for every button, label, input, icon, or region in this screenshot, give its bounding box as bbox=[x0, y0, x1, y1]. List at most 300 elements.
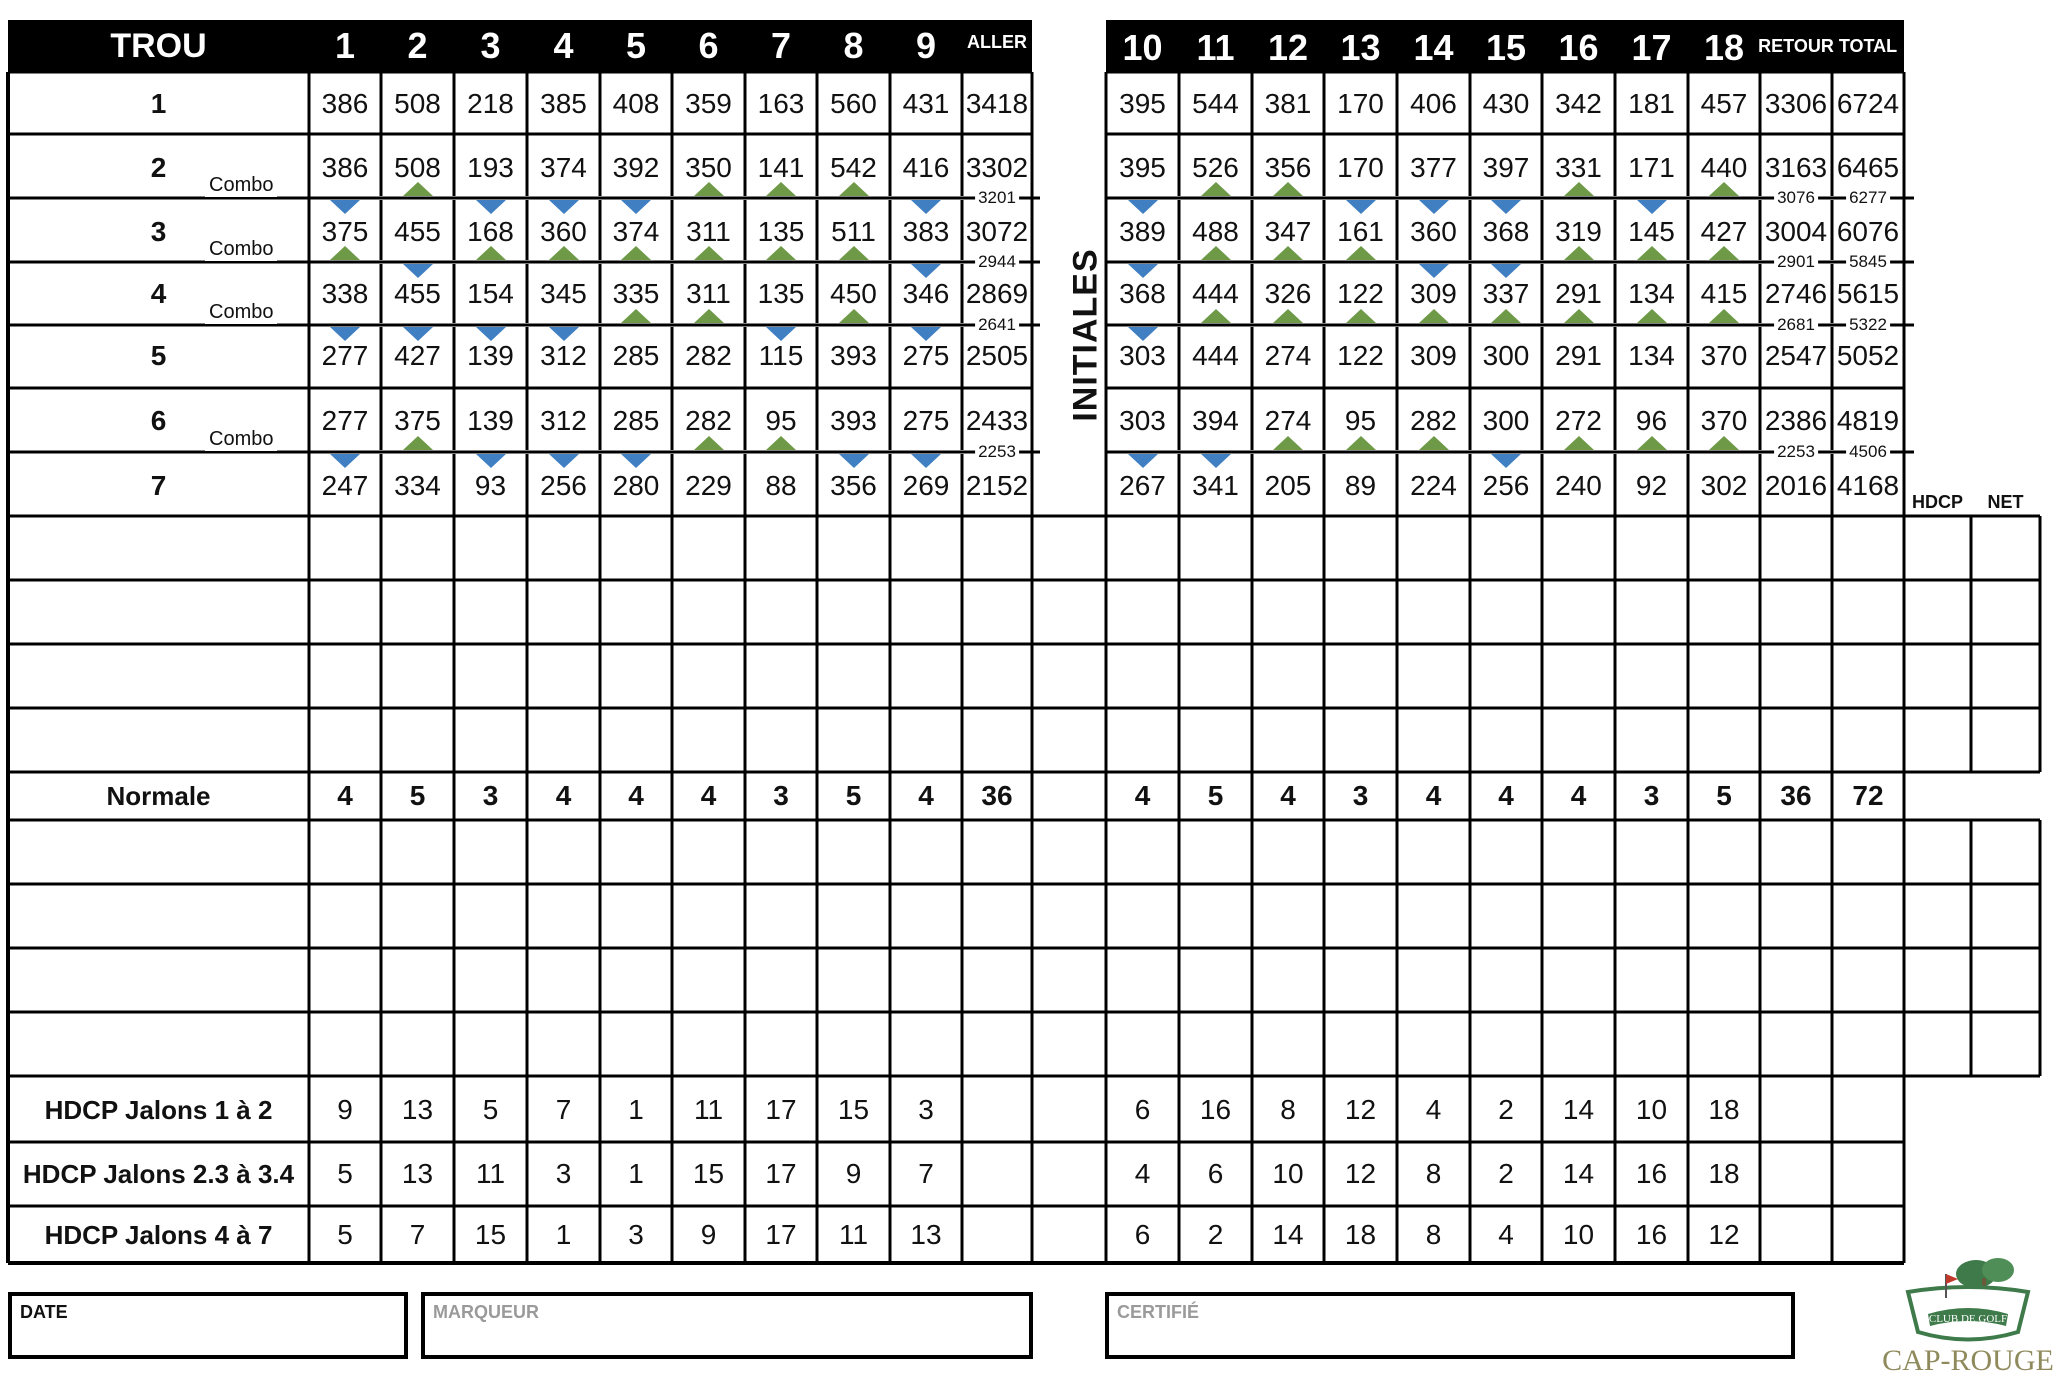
score-row-bottom-score-cell[interactable] bbox=[1324, 1012, 1397, 1076]
header-hole-15: 15 bbox=[1485, 27, 1527, 68]
score-row-top-score-cell[interactable] bbox=[1760, 580, 1832, 644]
score-row-top-score-cell[interactable] bbox=[890, 516, 962, 580]
combo-tee-marker-icon bbox=[839, 246, 869, 260]
score-row-top-player-name-cell[interactable] bbox=[8, 644, 309, 708]
combo-tee-marker-icon bbox=[694, 246, 724, 260]
score-row-top-score-cell[interactable] bbox=[527, 644, 600, 708]
score-row-top-score-cell[interactable] bbox=[817, 516, 890, 580]
tee-3-hole-3: 168 bbox=[467, 216, 514, 247]
score-row-bottom-score-cell[interactable] bbox=[381, 1012, 454, 1076]
header-hole-11: 11 bbox=[1196, 27, 1235, 68]
score-row-top-score-cell[interactable] bbox=[381, 708, 454, 772]
score-row-top-score-cell[interactable] bbox=[745, 644, 817, 708]
score-row-top-score-cell[interactable] bbox=[1688, 580, 1760, 644]
score-row-bottom-net-cell[interactable] bbox=[1971, 948, 2040, 1012]
score-row-bottom-score-cell[interactable] bbox=[1542, 820, 1615, 884]
par-hole-12: 4 bbox=[1280, 780, 1296, 811]
score-row-top-score-cell[interactable] bbox=[817, 644, 890, 708]
par-hole-5: 4 bbox=[628, 780, 644, 811]
score-row-top-hdcp-cell[interactable] bbox=[1904, 516, 1971, 580]
tee-6-hole-14: 282 bbox=[1410, 405, 1457, 436]
score-row-top-score-cell[interactable] bbox=[1470, 580, 1542, 644]
score-row-bottom-score-cell[interactable] bbox=[1832, 820, 1904, 884]
score-row-top-score-cell[interactable] bbox=[454, 708, 527, 772]
score-row-bottom-score-cell[interactable] bbox=[890, 884, 962, 948]
score-row-bottom-score-cell[interactable] bbox=[962, 820, 1032, 884]
score-row-top-score-cell[interactable] bbox=[890, 644, 962, 708]
tee-7-hole-10: 267 bbox=[1119, 470, 1166, 501]
score-row-bottom-hdcp-cell[interactable] bbox=[1904, 820, 1971, 884]
score-row-top-score-cell[interactable] bbox=[1324, 580, 1397, 644]
net-column-label: NET bbox=[1987, 491, 2024, 512]
par-hole-13: 3 bbox=[1352, 780, 1369, 811]
score-row-bottom-score-cell[interactable] bbox=[1832, 884, 1904, 948]
score-row-bottom-score-cell[interactable] bbox=[309, 1012, 381, 1076]
header-hole-10: 10 bbox=[1122, 27, 1163, 68]
score-row-top-score-cell[interactable] bbox=[600, 708, 672, 772]
hdcp-hole-5: 3 bbox=[628, 1219, 644, 1250]
score-row-bottom-score-cell[interactable] bbox=[745, 1012, 817, 1076]
score-row-top-score-cell[interactable] bbox=[600, 644, 672, 708]
score-row-top-score-cell[interactable] bbox=[1324, 644, 1397, 708]
score-row-bottom-hdcp-cell[interactable] bbox=[1904, 884, 1971, 948]
score-row-bottom-score-cell[interactable] bbox=[1832, 1012, 1904, 1076]
score-row-bottom-score-cell[interactable] bbox=[1688, 820, 1760, 884]
hdcp-hole-17: 16 bbox=[1635, 1158, 1668, 1189]
score-row-top-hdcp-cell[interactable] bbox=[1904, 580, 1971, 644]
combo-tee-marker-icon bbox=[1564, 436, 1594, 450]
score-row-bottom-score-cell[interactable] bbox=[1397, 1012, 1470, 1076]
tee-7-hole-2: 334 bbox=[394, 470, 441, 501]
score-row-top-score-cell[interactable] bbox=[454, 516, 527, 580]
score-row-top-score-cell[interactable] bbox=[1542, 516, 1615, 580]
combo-tee-marker-icon bbox=[694, 182, 724, 196]
score-row-top-player-name-cell[interactable] bbox=[8, 708, 309, 772]
tee-2-hole-13: 170 bbox=[1337, 152, 1384, 183]
score-row-top-score-cell[interactable] bbox=[1615, 644, 1688, 708]
tee-row-label-4: 4 bbox=[150, 278, 167, 309]
score-row-top-score-cell[interactable] bbox=[1106, 580, 1179, 644]
header-aller: ALLER bbox=[967, 31, 1027, 52]
combo-retour: 2253 bbox=[1774, 442, 1818, 462]
score-row-top-score-cell[interactable] bbox=[962, 580, 1032, 644]
score-row-top-net-cell[interactable] bbox=[1971, 516, 2040, 580]
tee-2-hole-10: 395 bbox=[1119, 152, 1166, 183]
score-row-bottom-score-cell[interactable] bbox=[672, 884, 745, 948]
score-row-bottom-net-cell[interactable] bbox=[1971, 1012, 2040, 1076]
combo-tee-marker-icon bbox=[1419, 436, 1449, 450]
hdcp-hole-10: 6 bbox=[1134, 1094, 1151, 1125]
score-row-bottom-score-cell[interactable] bbox=[1470, 1012, 1542, 1076]
score-row-top-initiales-cell[interactable] bbox=[1032, 644, 1106, 708]
score-row-bottom-score-cell[interactable] bbox=[1688, 1012, 1760, 1076]
score-row-bottom-score-cell[interactable] bbox=[1615, 1012, 1688, 1076]
score-row-bottom-score-cell[interactable] bbox=[1760, 1012, 1832, 1076]
score-row-bottom-score-cell[interactable] bbox=[527, 820, 600, 884]
certifie-field[interactable] bbox=[1105, 1292, 1795, 1359]
score-row-bottom-score-cell[interactable] bbox=[1470, 948, 1542, 1012]
score-row-bottom-score-cell[interactable] bbox=[1252, 948, 1324, 1012]
hdcp-hole-16: 14 bbox=[1562, 1158, 1595, 1189]
score-row-bottom-score-cell[interactable] bbox=[454, 948, 527, 1012]
score-row-top-initiales-cell[interactable] bbox=[1032, 580, 1106, 644]
score-row-bottom-initiales-cell[interactable] bbox=[1032, 948, 1106, 1012]
combo-tee-marker-icon bbox=[1201, 246, 1231, 260]
score-row-top-hdcp-cell[interactable] bbox=[1904, 644, 1971, 708]
score-row-top-initiales-cell[interactable] bbox=[1032, 708, 1106, 772]
score-row-bottom-score-cell[interactable] bbox=[1688, 884, 1760, 948]
score-row-bottom-score-cell[interactable] bbox=[600, 820, 672, 884]
score-row-top-score-cell[interactable] bbox=[672, 708, 745, 772]
score-row-top-score-cell[interactable] bbox=[1179, 516, 1252, 580]
score-row-bottom-score-cell[interactable] bbox=[962, 884, 1032, 948]
header-hole-16: 16 bbox=[1558, 27, 1599, 68]
tee-2-total: 6465 bbox=[1836, 152, 1900, 183]
score-row-top-score-cell[interactable] bbox=[454, 644, 527, 708]
score-row-top-score-cell[interactable] bbox=[527, 580, 600, 644]
score-row-top-hdcp-cell[interactable] bbox=[1904, 708, 1971, 772]
score-row-top-score-cell[interactable] bbox=[309, 580, 381, 644]
score-row-bottom-score-cell[interactable] bbox=[454, 820, 527, 884]
date-field[interactable] bbox=[8, 1292, 408, 1359]
score-row-top-score-cell[interactable] bbox=[1615, 708, 1688, 772]
score-row-top-player-name-cell[interactable] bbox=[8, 516, 309, 580]
score-row-bottom-score-cell[interactable] bbox=[1179, 948, 1252, 1012]
tee-1-hole-8: 560 bbox=[830, 88, 877, 119]
tee-2-hole-5: 392 bbox=[612, 152, 660, 183]
score-row-top-player-name-cell[interactable] bbox=[8, 580, 309, 644]
score-row-bottom-net-cell[interactable] bbox=[1971, 820, 2040, 884]
combo-tee-marker-icon bbox=[1346, 309, 1376, 323]
score-row-bottom-score-cell[interactable] bbox=[817, 884, 890, 948]
score-row-top-score-cell[interactable] bbox=[1106, 644, 1179, 708]
combo-tee-marker-icon bbox=[839, 182, 869, 196]
score-row-top-score-cell[interactable] bbox=[1832, 516, 1904, 580]
score-row-bottom-score-cell[interactable] bbox=[1542, 1012, 1615, 1076]
score-row-top-score-cell[interactable] bbox=[817, 708, 890, 772]
tee-7-hole-4: 256 bbox=[540, 470, 587, 501]
score-row-bottom-score-cell[interactable] bbox=[1106, 1012, 1179, 1076]
combo-tee-marker-icon bbox=[1419, 309, 1449, 323]
score-row-bottom-score-cell[interactable] bbox=[1106, 884, 1179, 948]
score-row-top-score-cell[interactable] bbox=[1397, 644, 1470, 708]
score-row-bottom-score-cell[interactable] bbox=[1179, 1012, 1252, 1076]
score-row-bottom-player-name-cell[interactable] bbox=[8, 884, 309, 948]
score-row-top-score-cell[interactable] bbox=[1397, 580, 1470, 644]
score-row-bottom-score-cell[interactable] bbox=[745, 948, 817, 1012]
score-row-top-score-cell[interactable] bbox=[1470, 516, 1542, 580]
score-row-bottom-score-cell[interactable] bbox=[527, 884, 600, 948]
score-row-top-score-cell[interactable] bbox=[1470, 644, 1542, 708]
combo-label: Combo bbox=[205, 301, 277, 324]
score-row-top-score-cell[interactable] bbox=[1542, 580, 1615, 644]
score-row-top-score-cell[interactable] bbox=[1542, 708, 1615, 772]
tee-5-hole-6: 282 bbox=[685, 340, 732, 371]
score-row-top-score-cell[interactable] bbox=[745, 580, 817, 644]
score-row-top-score-cell[interactable] bbox=[1252, 708, 1324, 772]
combo-total: 4506 bbox=[1846, 442, 1890, 462]
hdcp-hole-2: 7 bbox=[409, 1219, 426, 1250]
score-row-bottom-hdcp-cell[interactable] bbox=[1904, 948, 1971, 1012]
score-row-bottom-score-cell[interactable] bbox=[672, 820, 745, 884]
score-row-top-score-cell[interactable] bbox=[817, 580, 890, 644]
tee-7-hole-5: 280 bbox=[612, 470, 660, 501]
score-row-bottom-net-cell[interactable] bbox=[1971, 884, 2040, 948]
score-row-bottom-score-cell[interactable] bbox=[1470, 820, 1542, 884]
score-row-top-initiales-cell[interactable] bbox=[1032, 516, 1106, 580]
hdcp-hole-3: 11 bbox=[475, 1158, 506, 1189]
score-row-bottom-player-name-cell[interactable] bbox=[8, 820, 309, 884]
tee-1-hole-6: 359 bbox=[685, 88, 732, 119]
score-row-bottom-score-cell[interactable] bbox=[1397, 884, 1470, 948]
score-row-bottom-score-cell[interactable] bbox=[309, 820, 381, 884]
score-row-bottom-score-cell[interactable] bbox=[1760, 820, 1832, 884]
score-row-bottom-score-cell[interactable] bbox=[381, 820, 454, 884]
score-row-top-score-cell[interactable] bbox=[1760, 644, 1832, 708]
score-row-bottom-score-cell[interactable] bbox=[890, 820, 962, 884]
score-row-bottom-score-cell[interactable] bbox=[672, 1012, 745, 1076]
score-row-bottom-score-cell[interactable] bbox=[1252, 820, 1324, 884]
score-row-bottom-score-cell[interactable] bbox=[1615, 884, 1688, 948]
score-row-top-score-cell[interactable] bbox=[1542, 644, 1615, 708]
score-row-top-score-cell[interactable] bbox=[1252, 644, 1324, 708]
score-row-bottom-score-cell[interactable] bbox=[817, 948, 890, 1012]
combo-tee-marker-icon bbox=[403, 436, 433, 450]
score-row-top-score-cell[interactable] bbox=[600, 580, 672, 644]
score-row-bottom-score-cell[interactable] bbox=[745, 820, 817, 884]
score-row-top-score-cell[interactable] bbox=[1615, 516, 1688, 580]
score-row-top-score-cell[interactable] bbox=[962, 644, 1032, 708]
score-row-bottom-initiales-cell[interactable] bbox=[1032, 884, 1106, 948]
score-row-bottom-score-cell[interactable] bbox=[1470, 884, 1542, 948]
score-row-bottom-score-cell[interactable] bbox=[1106, 820, 1179, 884]
combo-label: Combo bbox=[205, 238, 277, 261]
score-row-bottom-score-cell[interactable] bbox=[381, 884, 454, 948]
marqueur-field[interactable] bbox=[421, 1292, 1033, 1359]
score-row-top-score-cell[interactable] bbox=[600, 516, 672, 580]
tee-3-hole-5: 374 bbox=[612, 216, 660, 247]
tee-4-hole-7: 135 bbox=[757, 278, 805, 309]
hdcp-hole-6: 15 bbox=[692, 1158, 725, 1189]
score-row-top-score-cell[interactable] bbox=[1688, 644, 1760, 708]
score-row-bottom-initiales-cell[interactable] bbox=[1032, 1012, 1106, 1076]
score-row-bottom-score-cell[interactable] bbox=[817, 1012, 890, 1076]
hdcp-hole-12: 10 bbox=[1272, 1158, 1304, 1189]
tee-4-hole-16: 291 bbox=[1555, 278, 1602, 309]
hdcp-hole-10: 4 bbox=[1134, 1158, 1151, 1189]
score-row-bottom-score-cell[interactable] bbox=[600, 948, 672, 1012]
score-row-bottom-player-name-cell[interactable] bbox=[8, 1012, 309, 1076]
score-row-top-score-cell[interactable] bbox=[1179, 580, 1252, 644]
hdcp-row-label: HDCP Jalons 4 à 7 bbox=[44, 1219, 273, 1250]
score-row-top-score-cell[interactable] bbox=[1470, 708, 1542, 772]
score-row-bottom-score-cell[interactable] bbox=[1324, 884, 1397, 948]
score-row-top-score-cell[interactable] bbox=[1760, 708, 1832, 772]
score-row-bottom-score-cell[interactable] bbox=[890, 948, 962, 1012]
score-row-top-score-cell[interactable] bbox=[309, 644, 381, 708]
score-row-bottom-score-cell[interactable] bbox=[1760, 884, 1832, 948]
tee-2-aller: 3302 bbox=[965, 152, 1029, 183]
score-row-top-score-cell[interactable] bbox=[454, 580, 527, 644]
score-row-top-score-cell[interactable] bbox=[1179, 708, 1252, 772]
score-row-bottom-score-cell[interactable] bbox=[1760, 948, 1832, 1012]
score-row-top-score-cell[interactable] bbox=[672, 644, 745, 708]
score-row-bottom-score-cell[interactable] bbox=[745, 884, 817, 948]
score-row-bottom-score-cell[interactable] bbox=[1324, 948, 1397, 1012]
score-row-top-score-cell[interactable] bbox=[962, 708, 1032, 772]
tee-row-label-2: 2 bbox=[150, 152, 167, 183]
hdcp-hole-9: 7 bbox=[918, 1158, 934, 1189]
score-row-bottom-score-cell[interactable] bbox=[672, 948, 745, 1012]
score-row-top-score-cell[interactable] bbox=[1832, 644, 1904, 708]
combo-label: Combo bbox=[205, 428, 277, 451]
score-row-top-score-cell[interactable] bbox=[1397, 708, 1470, 772]
score-row-bottom-score-cell[interactable] bbox=[1688, 948, 1760, 1012]
score-row-bottom-score-cell[interactable] bbox=[1106, 948, 1179, 1012]
hdcp-hole-11: 6 bbox=[1207, 1158, 1224, 1189]
tee-5-hole-17: 134 bbox=[1628, 340, 1675, 371]
hdcp-hole-1: 9 bbox=[337, 1094, 353, 1125]
score-row-bottom-score-cell[interactable] bbox=[309, 884, 381, 948]
hdcp-hole-18: 18 bbox=[1708, 1158, 1740, 1189]
score-row-bottom-score-cell[interactable] bbox=[1615, 948, 1688, 1012]
header-hole-8: 8 bbox=[843, 25, 864, 66]
score-row-bottom-initiales-cell[interactable] bbox=[1032, 820, 1106, 884]
score-row-bottom-score-cell[interactable] bbox=[527, 948, 600, 1012]
score-row-top-score-cell[interactable] bbox=[381, 516, 454, 580]
score-row-top-score-cell[interactable] bbox=[1832, 580, 1904, 644]
score-row-bottom-score-cell[interactable] bbox=[1179, 884, 1252, 948]
tee-row-label-5: 5 bbox=[150, 340, 167, 371]
hdcp-hole-8: 11 bbox=[838, 1219, 869, 1250]
score-row-bottom-score-cell[interactable] bbox=[454, 884, 527, 948]
combo-tee-marker-icon bbox=[1709, 436, 1739, 450]
header-hole-13: 13 bbox=[1340, 27, 1381, 68]
score-row-top-score-cell[interactable] bbox=[1252, 516, 1324, 580]
score-row-top-score-cell[interactable] bbox=[527, 516, 600, 580]
score-row-top-score-cell[interactable] bbox=[1397, 516, 1470, 580]
par-hole-8: 5 bbox=[845, 780, 862, 811]
hdcp-hole-8: 9 bbox=[845, 1158, 862, 1189]
score-row-top-score-cell[interactable] bbox=[1106, 516, 1179, 580]
score-row-bottom-score-cell[interactable] bbox=[1615, 820, 1688, 884]
score-row-top-score-cell[interactable] bbox=[672, 580, 745, 644]
score-row-top-score-cell[interactable] bbox=[1106, 708, 1179, 772]
tee-3-hole-12: 347 bbox=[1264, 216, 1312, 247]
score-row-top-score-cell[interactable] bbox=[890, 580, 962, 644]
combo-retour: 2901 bbox=[1774, 252, 1818, 272]
tee-4-hole-9: 346 bbox=[902, 278, 950, 309]
score-row-bottom-score-cell[interactable] bbox=[309, 948, 381, 1012]
score-row-bottom-score-cell[interactable] bbox=[1397, 820, 1470, 884]
tee-1-hole-1: 386 bbox=[321, 88, 369, 119]
score-row-bottom-score-cell[interactable] bbox=[1179, 820, 1252, 884]
tee-1-hole-12: 381 bbox=[1264, 88, 1312, 119]
score-row-top-score-cell[interactable] bbox=[672, 516, 745, 580]
tee-6-hole-6: 282 bbox=[685, 405, 732, 436]
tee-4-hole-14: 309 bbox=[1410, 278, 1457, 309]
score-row-top-score-cell[interactable] bbox=[309, 708, 381, 772]
score-row-top-score-cell[interactable] bbox=[1324, 708, 1397, 772]
hdcp-hole-1: 5 bbox=[337, 1158, 353, 1189]
hdcp-hole-15: 2 bbox=[1498, 1158, 1514, 1189]
score-row-top-score-cell[interactable] bbox=[962, 516, 1032, 580]
score-row-top-score-cell[interactable] bbox=[309, 516, 381, 580]
tee-2-hole-4: 374 bbox=[540, 152, 587, 183]
score-row-top-score-cell[interactable] bbox=[1615, 580, 1688, 644]
score-row-top-score-cell[interactable] bbox=[1324, 516, 1397, 580]
score-row-top-score-cell[interactable] bbox=[1179, 644, 1252, 708]
par-hole-15: 4 bbox=[1498, 780, 1514, 811]
score-row-top-net-cell[interactable] bbox=[1971, 708, 2040, 772]
tee-6-hole-7: 95 bbox=[765, 405, 797, 436]
score-row-top-score-cell[interactable] bbox=[381, 644, 454, 708]
hdcp-hole-13: 12 bbox=[1344, 1158, 1377, 1189]
combo-tee-marker-icon bbox=[1419, 200, 1449, 214]
tee-5-hole-3: 139 bbox=[467, 340, 514, 371]
score-row-top-score-cell[interactable] bbox=[890, 708, 962, 772]
score-row-bottom-score-cell[interactable] bbox=[817, 820, 890, 884]
score-row-top-score-cell[interactable] bbox=[527, 708, 600, 772]
score-row-bottom-score-cell[interactable] bbox=[381, 948, 454, 1012]
score-row-bottom-score-cell[interactable] bbox=[1397, 948, 1470, 1012]
score-row-bottom-score-cell[interactable] bbox=[1832, 948, 1904, 1012]
score-row-bottom-player-name-cell[interactable] bbox=[8, 948, 309, 1012]
par-hole-4: 4 bbox=[555, 780, 572, 811]
hdcp-hole-4: 7 bbox=[555, 1094, 572, 1125]
score-row-bottom-score-cell[interactable] bbox=[890, 1012, 962, 1076]
score-row-bottom-score-cell[interactable] bbox=[1252, 1012, 1324, 1076]
tee-6-hole-12: 274 bbox=[1264, 405, 1312, 436]
header-hole-5: 5 bbox=[625, 25, 647, 66]
score-row-bottom-score-cell[interactable] bbox=[600, 884, 672, 948]
score-row-bottom-hdcp-cell[interactable] bbox=[1904, 1012, 1971, 1076]
score-row-bottom-score-cell[interactable] bbox=[1542, 948, 1615, 1012]
score-row-bottom-score-cell[interactable] bbox=[1542, 884, 1615, 948]
score-row-bottom-score-cell[interactable] bbox=[454, 1012, 527, 1076]
tee-1-hole-18: 457 bbox=[1700, 88, 1748, 119]
score-row-top-score-cell[interactable] bbox=[745, 516, 817, 580]
tee-1-hole-14: 406 bbox=[1410, 88, 1457, 119]
combo-tee-marker-icon bbox=[1273, 436, 1303, 450]
score-row-bottom-score-cell[interactable] bbox=[1324, 820, 1397, 884]
score-row-top-score-cell[interactable] bbox=[1688, 516, 1760, 580]
combo-tee-marker-icon bbox=[766, 436, 796, 450]
score-row-bottom-score-cell[interactable] bbox=[962, 948, 1032, 1012]
score-row-top-score-cell[interactable] bbox=[1832, 708, 1904, 772]
score-row-top-score-cell[interactable] bbox=[1252, 580, 1324, 644]
score-row-bottom-score-cell[interactable] bbox=[1252, 884, 1324, 948]
score-row-top-net-cell[interactable] bbox=[1971, 644, 2040, 708]
score-row-bottom-score-cell[interactable] bbox=[527, 1012, 600, 1076]
combo-tee-marker-icon bbox=[1201, 309, 1231, 323]
par-aller: 36 bbox=[981, 780, 1013, 811]
combo-retour: 3076 bbox=[1774, 188, 1818, 208]
score-row-top-score-cell[interactable] bbox=[1760, 516, 1832, 580]
marqueur-label: MARQUEUR bbox=[433, 1302, 539, 1322]
combo-tee-marker-icon bbox=[549, 246, 579, 260]
hdcp-hole-11: 16 bbox=[1199, 1094, 1232, 1125]
score-row-top-score-cell[interactable] bbox=[381, 580, 454, 644]
score-row-top-score-cell[interactable] bbox=[1688, 708, 1760, 772]
tee-4-hole-8: 450 bbox=[830, 278, 877, 309]
combo-tee-marker-icon bbox=[1201, 182, 1231, 196]
score-row-bottom-score-cell[interactable] bbox=[962, 1012, 1032, 1076]
score-row-top-score-cell[interactable] bbox=[745, 708, 817, 772]
score-row-bottom-score-cell[interactable] bbox=[600, 1012, 672, 1076]
tee-6-hole-15: 300 bbox=[1482, 405, 1530, 436]
score-row-top-net-cell[interactable] bbox=[1971, 580, 2040, 644]
